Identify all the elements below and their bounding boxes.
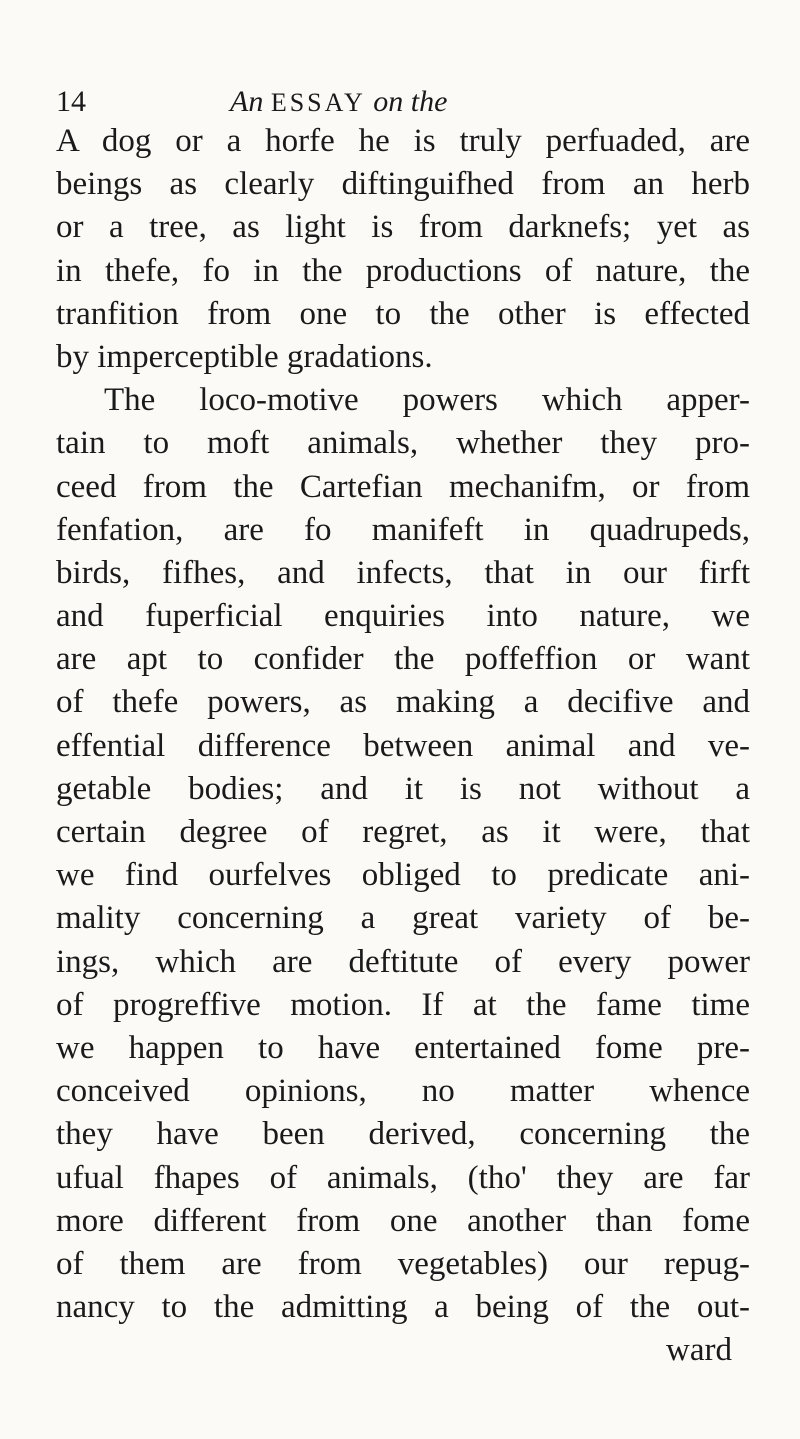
text-line: ceed from the Cartefian mechanifm, or from bbox=[56, 468, 750, 505]
text-line: tranfition from one to the other is effected bbox=[56, 295, 750, 332]
text-line: we find ourfelves obliged to predicate ani- bbox=[56, 857, 750, 894]
running-header bbox=[56, 82, 756, 122]
page-number: 14 bbox=[56, 85, 86, 118]
text-line: in thefe, fo in the productions of nature, the bbox=[56, 252, 750, 289]
title-word-on: on bbox=[373, 85, 404, 118]
text-line: The loco-motive powers which apper- bbox=[104, 382, 750, 419]
text-line: beings as clearly diftinguifhed from an herb bbox=[56, 166, 750, 203]
text-line: conceived opinions, no matter whence bbox=[56, 1073, 750, 1110]
text-line: birds, fifhes, and infects, that in our firft bbox=[56, 554, 750, 591]
text-line: by imperceptible gradations. bbox=[56, 338, 433, 375]
text-line: fenfation, are fo manifeft in quadrupeds, bbox=[56, 511, 750, 548]
running-title bbox=[230, 82, 447, 123]
text-line: effential difference between animal and ve- bbox=[56, 727, 750, 764]
text-line: are apt to confider the poffeffion or want bbox=[56, 641, 750, 678]
text-line: of them are from vegetables) our repug- bbox=[56, 1245, 750, 1282]
text-line: ufual fhapes of animals, (tho' they are far bbox=[56, 1159, 750, 1196]
text-line: nancy to the admitting a being of the out- bbox=[56, 1289, 750, 1326]
text-line: getable bodies; and it is not without a bbox=[56, 770, 750, 807]
text-line: certain degree of regret, as it were, that bbox=[56, 814, 750, 850]
text-line: ings, which are deftitute of every power bbox=[56, 943, 750, 980]
text-line: mality concerning a great variety of be- bbox=[56, 900, 750, 937]
body-text bbox=[56, 120, 750, 1372]
text-line: we happen to have entertained fome pre- bbox=[56, 1029, 750, 1066]
text-line: A dog or a horfe he is truly perfuaded, are bbox=[56, 123, 750, 159]
text-line: of thefe powers, as making a decifive and bbox=[56, 684, 750, 721]
text-line: of progreffive motion. If at the fame time bbox=[56, 986, 750, 1023]
text-line: or a tree, as light is from darknefs; yet as bbox=[56, 209, 750, 246]
catchword: ward bbox=[666, 1332, 732, 1369]
title-word-essay: ESSAY bbox=[270, 88, 366, 117]
text-line: and fuperficial enquiries into nature, we bbox=[56, 598, 750, 635]
title-word-an: An bbox=[230, 85, 264, 118]
title-word-the: the bbox=[410, 85, 448, 118]
text-line: more different from one another than fome bbox=[56, 1202, 750, 1239]
text-line: tain to moft animals, whether they pro- bbox=[56, 425, 750, 462]
text-line: they have been derived, concerning the bbox=[56, 1116, 750, 1153]
